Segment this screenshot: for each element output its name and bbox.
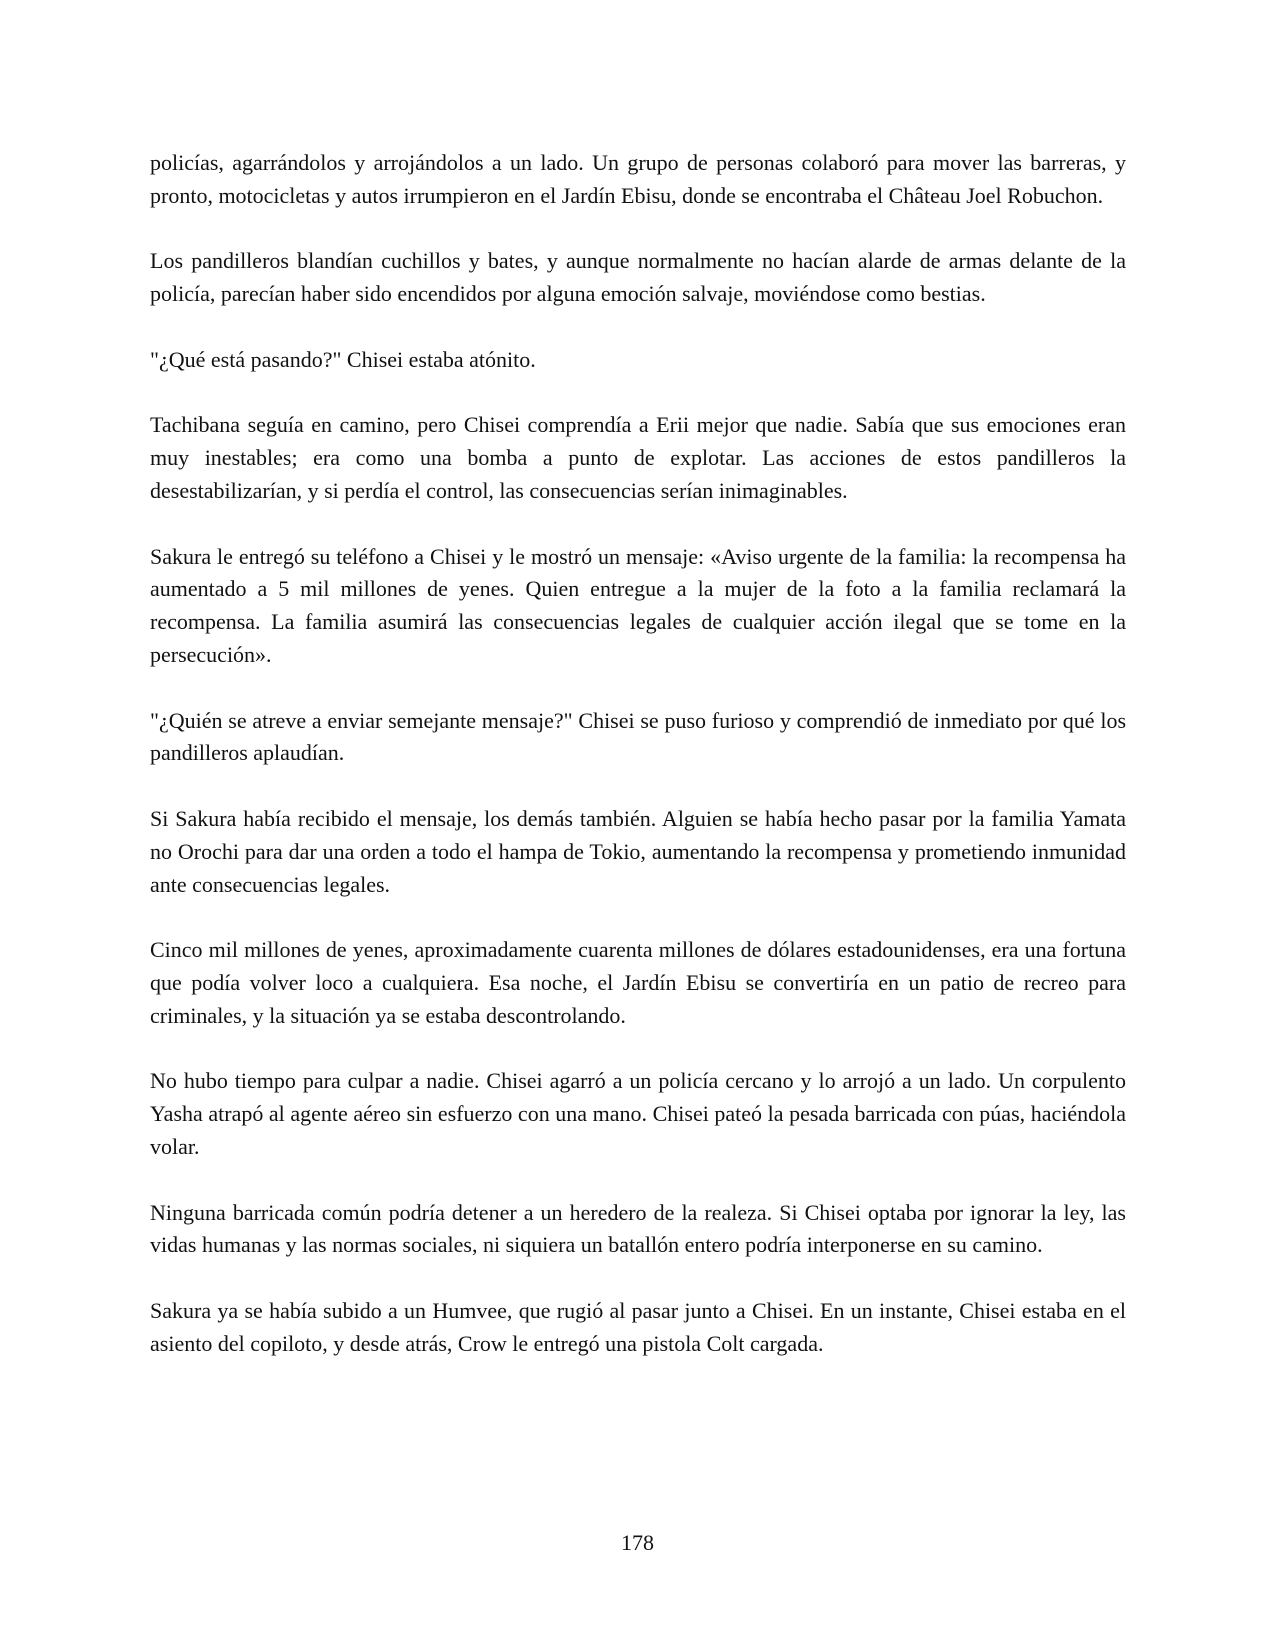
paragraph: "¿Quién se atreve a enviar semejante mensaje?" Chisei se puso furioso y comprendió de inmediato por qué los pandilleros aplaudían. <box>150 707 1126 766</box>
paragraph: Cinco mil millones de yenes, aproximadamente cuarenta millones de dólares estadounidenses, era una fortuna que podía volver loco a cualquiera. Esa noche, el Jardín Ebisu se convertiría en un patio de recreo para criminales, y la situación ya se estaba descontrolando. <box>150 937 1126 1028</box>
paragraph: Tachibana seguía en camino, pero Chisei comprendía a Erii mejor que nadie. Sabía que sus emociones eran muy inestables; era como una bomba a punto de explotar. Las acciones de estos pandilleros la desestabilizarían, y si perdía el control, las consecuencias serían inimaginables. <box>150 412 1126 503</box>
paragraph: policías, agarrándolos y arrojándolos a un lado. Un grupo de personas colaboró para mover las barreras, y pronto, motocicletas y autos irrumpieron en el Jardín Ebisu, donde se encontraba el Château Joel Robuchon. <box>150 150 1126 208</box>
paragraph: Los pandilleros blandían cuchillos y bates, y aunque normalmente no hacían alarde de armas delante de la policía, parecían haber sido encendidos por alguna emoción salvaje, moviéndose como bestias. <box>150 248 1126 307</box>
paragraph: Ninguna barricada común podría detener a un heredero de la realeza. Si Chisei optaba por ignorar la ley, las vidas humanas y las normas sociales, ni siquiera un batallón entero podría interponerse en su camino. <box>150 1199 1126 1258</box>
paragraph: No hubo tiempo para culpar a nadie. Chisei agarró a un policía cercano y lo arrojó a un lado. Un corpulento Yasha atrapó al agente aéreo sin esfuerzo con una mano. Chisei pateó la pesada barricada con púas, haciéndola volar. <box>150 1068 1126 1159</box>
paragraph: Sakura ya se había subido a un Humvee, que rugió al pasar junto a Chisei. En un instante, Chisei estaba en el asiento del copiloto, y desde atrás, Crow le entregó una pistola Colt cargada. <box>150 1297 1126 1356</box>
paragraph: "¿Qué está pasando?" Chisei estaba atónito. <box>150 346 536 372</box>
page-number: 178 <box>621 1530 654 1555</box>
paragraph: Si Sakura había recibido el mensaje, los demás también. Alguien se había hecho pasar por la familia Yamata no Orochi para dar una orden a todo el hampa de Tokio, aumentando la recompensa y prometiendo inmunidad ante consecuencias legales. <box>150 805 1126 897</box>
paragraph: Sakura le entregó su teléfono a Chisei y le mostró un mensaje: «Aviso urgente de la familia: la recompensa ha aumentado a 5 mil millones de yenes. Quien entregue a la mujer de la foto a la familia reclamará la recompensa. La familia asumirá las consecuencias legales de cualquier acción ilegal que se tome en la persecución». <box>150 543 1126 667</box>
body-text <box>150 147 1126 1393</box>
